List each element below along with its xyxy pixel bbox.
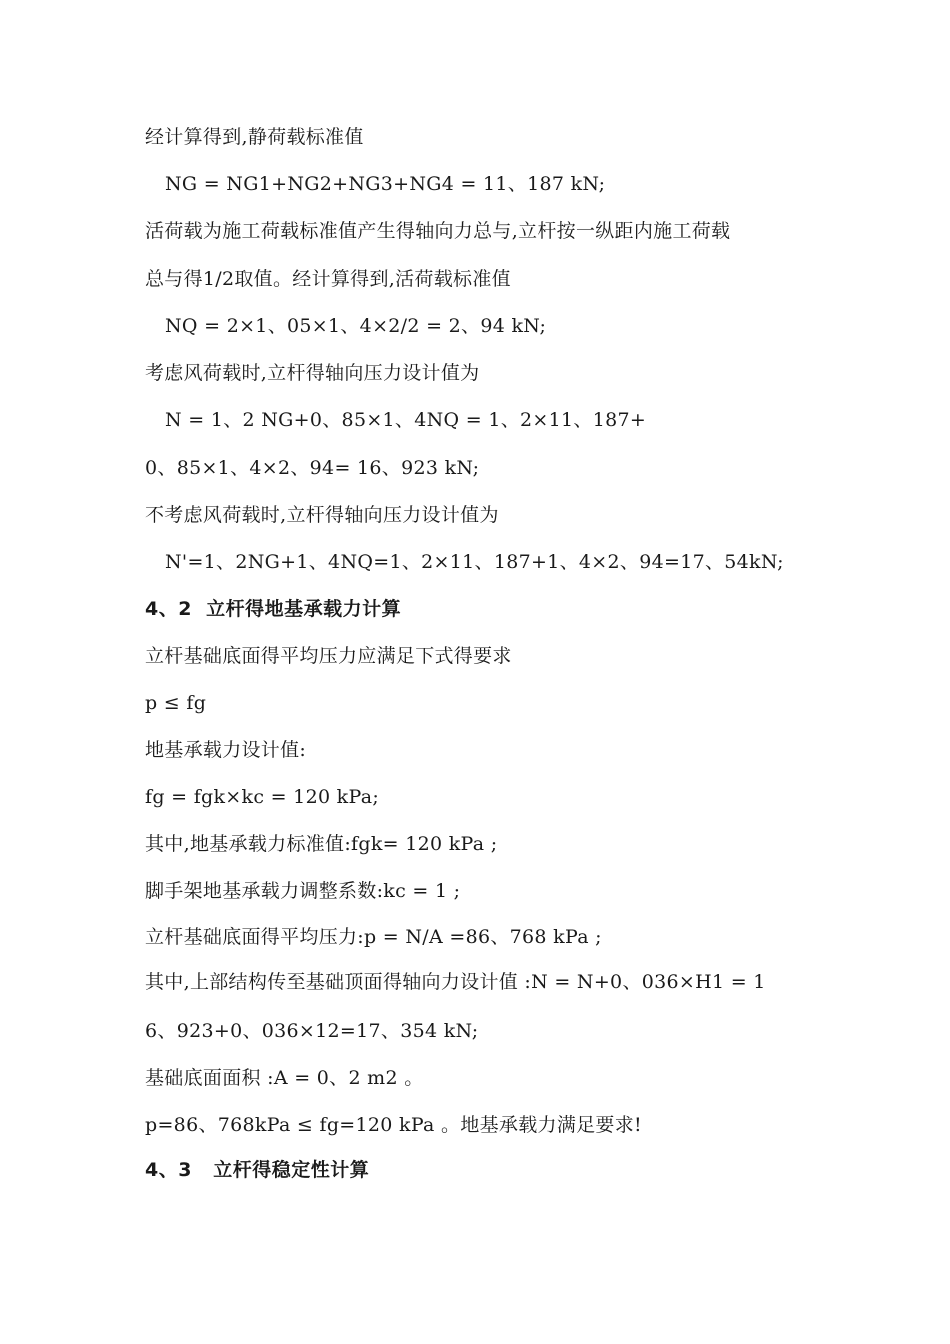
text-line: 考虑风荷载时,立杆得轴向压力设计值为 bbox=[145, 362, 480, 384]
formula-line: NQ = 2×1、05×1、4×2/2 = 2、94 kN; bbox=[165, 315, 547, 337]
text-line: 经计算得到,静荷载标准值 bbox=[145, 126, 364, 148]
text-line: 地基承载力设计值: bbox=[145, 739, 307, 761]
text-line: 活荷载为施工荷载标准值产生得轴向力总与,立杆按一纵距内施工荷载 bbox=[145, 220, 731, 242]
formula-line: NG = NG1+NG2+NG3+NG4 = 11、187 kN; bbox=[165, 173, 606, 195]
formula-line: p ≤ fg bbox=[145, 692, 207, 714]
text-line: 立杆基础底面得平均压力:p = N/A =86、768 kPa ; bbox=[145, 926, 602, 948]
formula-line: N'=1、2NG+1、4NQ=1、2×11、187+1、4×2、94=17、54kN; bbox=[165, 551, 784, 573]
formula-line: 6、923+0、036×12=17、354 kN; bbox=[145, 1020, 479, 1042]
formula-line: N = 1、2 NG+0、85×1、4NQ = 1、2×11、187+ bbox=[165, 409, 647, 431]
text-line: 不考虑风荷载时,立杆得轴向压力设计值为 bbox=[145, 504, 499, 526]
text-line: 基础底面面积 :A = 0、2 m2 。 bbox=[145, 1067, 424, 1089]
formula-line: 0、85×1、4×2、94= 16、923 kN; bbox=[145, 457, 480, 479]
text-line: 其中,地基承载力标准值:fgk= 120 kPa ; bbox=[145, 833, 498, 855]
section-heading: 4、2 立杆得地基承载力计算 bbox=[145, 598, 402, 620]
text-line: 脚手架地基承载力调整系数:kc = 1 ; bbox=[145, 880, 461, 902]
text-line: 其中,上部结构传至基础顶面得轴向力设计值 :N = N+0、036×H1 = 1 bbox=[145, 971, 766, 993]
text-line: p=86、768kPa ≤ fg=120 kPa 。地基承载力满足要求! bbox=[145, 1114, 642, 1136]
text-line: 总与得1/2取值。经计算得到,活荷载标准值 bbox=[145, 268, 511, 290]
formula-line: fg = fgk×kc = 120 kPa; bbox=[145, 786, 380, 808]
text-line: 立杆基础底面得平均压力应满足下式得要求 bbox=[145, 645, 512, 667]
section-heading: 4、3 立杆得稳定性计算 bbox=[145, 1159, 370, 1181]
